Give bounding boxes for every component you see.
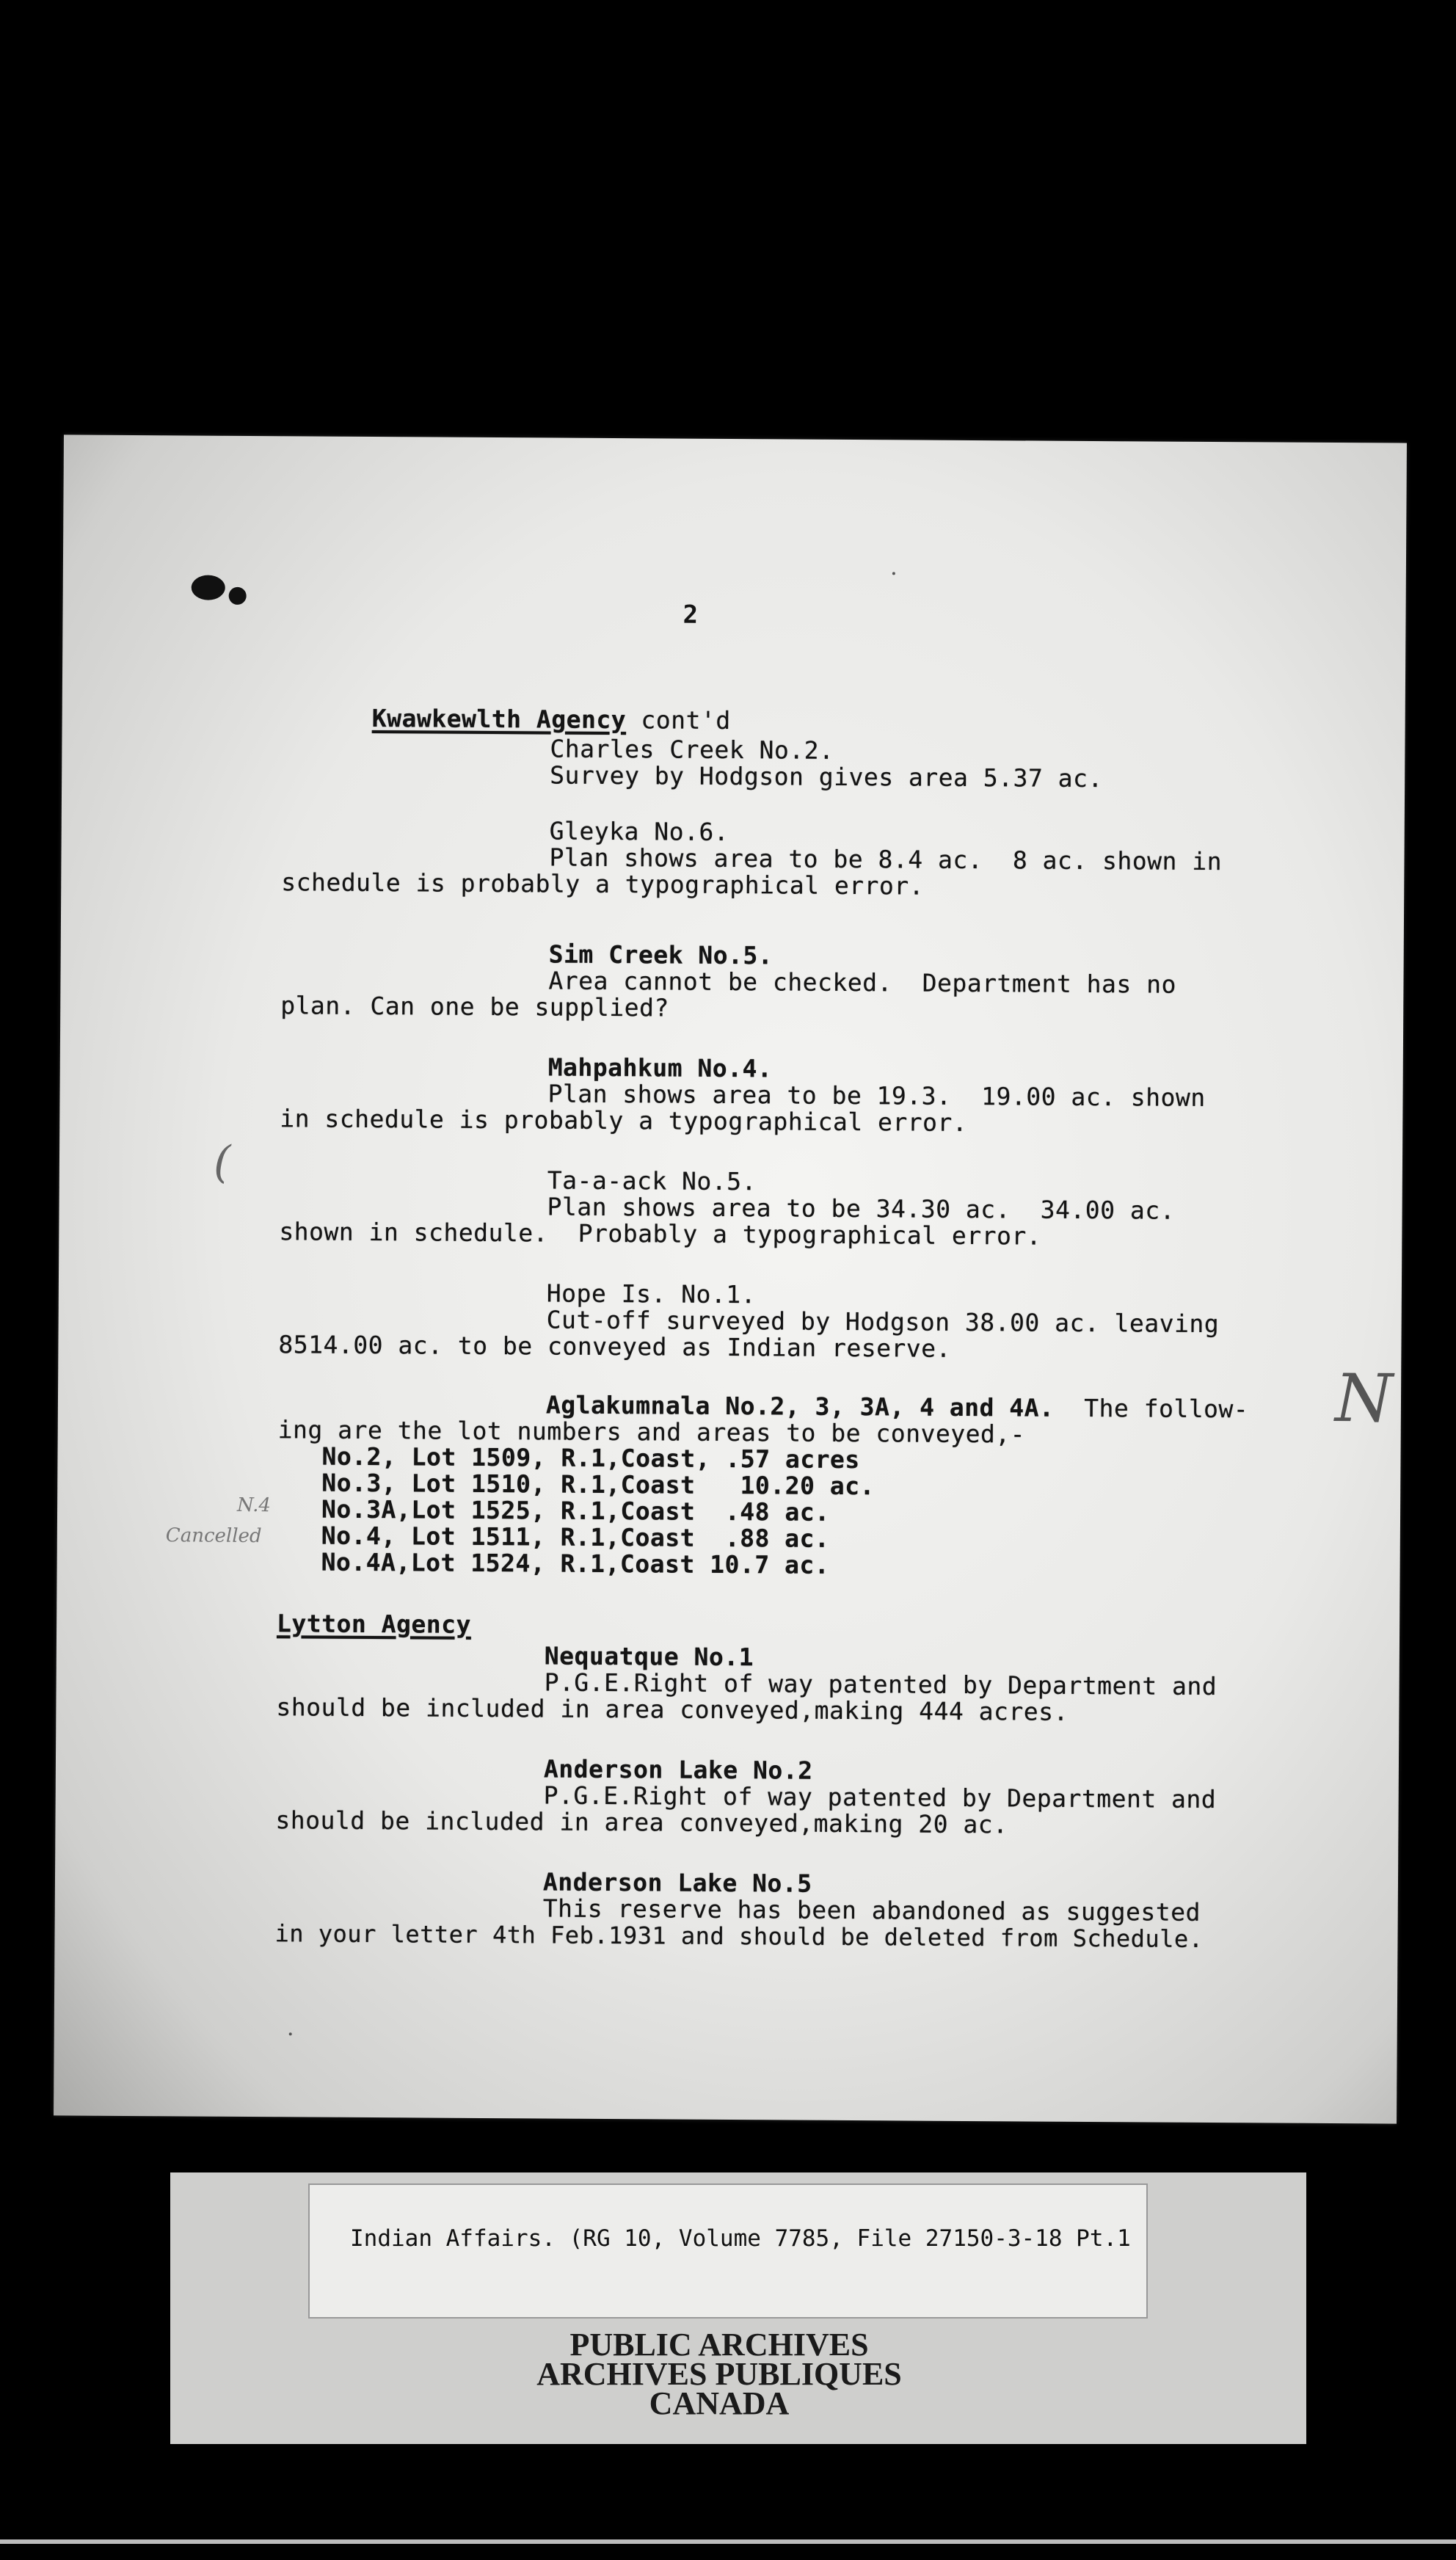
body-text [274,678,1398,2079]
entry-name: Hope Is. No.1. [546,1279,757,1309]
entry-line: Plan shows area to be 8.4 ac. 8 ac. shown in [549,843,1223,876]
entry-name: Aglakumnala No.2, 3, 3A, 4 and 4A. [545,1390,1055,1422]
agency-heading: Lytton Agency [277,1609,472,1639]
agency-heading: Kwawkewlth Agency [371,704,627,735]
stamp-line: ARCHIVES PUBLIQUES [536,2356,902,2392]
page-number: 2 [682,600,699,630]
document-page [54,434,1407,2123]
entry-name: Sim Creek No.5. [548,939,774,970]
archive-reference: Indian Affairs. (RG 10, Volume 7785, File 27150-3-18 Pt.1 [350,2225,1131,2252]
entry-name: Gleyka No.6. [549,816,729,846]
entry-line: ing are the lot numbers and areas to be conveyed,- [277,1415,1026,1449]
entry-line: Cut-off surveyed by Hodgson 38.00 ac. leaving [546,1305,1220,1339]
entry-line: Area cannot be checked. Department has no [548,966,1177,999]
entry-name: Mahpahkum No.4. [547,1052,773,1083]
scan-edge [0,2539,1456,2544]
speck [892,572,895,575]
entry-line: Plan shows area to be 34.30 ac. 34.00 ac. [547,1192,1176,1225]
entry-name: Anderson Lake No.2 [543,1754,813,1785]
entry-line: P.G.E.Right of way patented by Department and [544,1668,1217,1701]
entry-line: schedule is probably a typographical error. [281,868,925,901]
entry-name: Charles Creek No.2. [550,734,834,765]
ink-blot [192,575,225,600]
handwritten-note: Cancelled [165,1524,262,1548]
lot-row: No.4, Lot 1511, R.1,Coast .88 ac. [321,1521,830,1553]
entry-line: 8514.00 ac. to be conveyed as Indian reserve. [278,1330,952,1363]
margin-mark: ( [213,1136,231,1188]
entry-line: in schedule is probably a typographical error. [280,1104,968,1137]
entry-name: Anderson Lake No.5 [542,1867,812,1898]
entry-line: Survey by Hodgson gives area 5.37 ac. [550,760,1103,793]
archive-stamp [440,2327,998,2421]
entry-line: shown in schedule. Probably a typographical error. [279,1217,1042,1251]
entry-line: P.G.E.Right of way patented by Department and [543,1781,1217,1814]
entry-line: plan. Can one be supplied? [280,991,669,1022]
entry-name: Ta-a-ack No.5. [547,1166,757,1196]
lot-row: No.2, Lot 1509, R.1,Coast, .57 acres [321,1441,860,1474]
ink-blot [229,587,247,605]
margin-mark: N [1334,1360,1394,1438]
entry-line: should be included in area conveyed,making 20 ac. [275,1806,1008,1839]
lot-row: No.4A,Lot 1524, R.1,Coast 10.7 ac. [321,1547,830,1579]
entry-line: in your letter 4th Feb.1931 and should be deleted from Schedule. [274,1919,1204,1953]
entry-line: Plan shows area to be 19.3. 19.00 ac. shown [547,1079,1206,1112]
stamp-line: CANADA [649,2385,790,2421]
handwritten-note: N.4 [237,1494,272,1517]
agency-heading-suffix: cont'd [626,705,731,735]
entry-line: should be included in area conveyed,making 444 acres. [276,1692,1069,1726]
entry-name: Nequatque No.1 [544,1641,754,1672]
lot-row: No.3, Lot 1510, R.1,Coast 10.20 ac. [321,1468,876,1501]
entry-line: The follow- [1054,1393,1249,1424]
archive-label [308,2183,1148,2319]
lot-row: No.3A,Lot 1525, R.1,Coast .48 ac. [321,1494,830,1527]
entry-line: This reserve has been abandoned as suggested [542,1894,1201,1927]
stamp-line: PUBLIC ARCHIVES [569,2327,869,2363]
